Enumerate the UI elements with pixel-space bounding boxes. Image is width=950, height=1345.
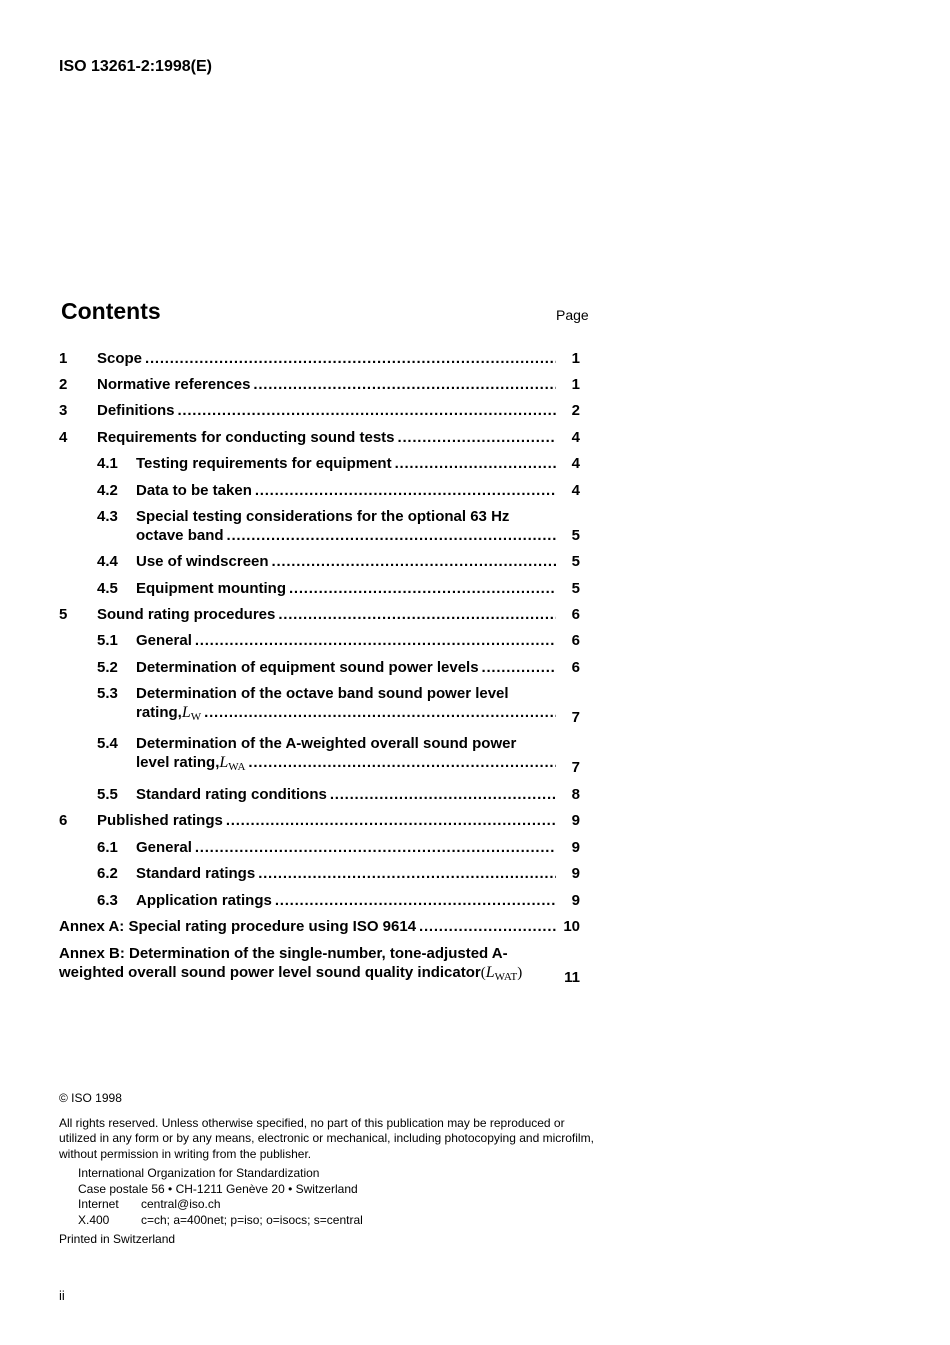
toc-entry-number: 5.3 xyxy=(97,685,118,702)
dot-leader xyxy=(204,703,556,722)
toc-entry-title: Determination of the octave band sound power level xyxy=(136,685,509,702)
toc-entry-page: 11 xyxy=(564,969,580,986)
toc-entry-title: weighted overall sound power level sound quality indicator xyxy=(59,964,481,981)
toc-entry-number: 5.2 xyxy=(97,659,118,676)
dot-leader xyxy=(258,864,556,883)
dot-leader xyxy=(178,401,557,420)
toc-entry-page: 10 xyxy=(563,918,580,935)
symbol-letter: L xyxy=(181,704,191,721)
toc-entry-title: Definitions xyxy=(97,402,175,419)
toc-entry-title: Special testing considerations for the optional 63 Hz xyxy=(136,508,510,525)
toc-entry-title: rating, xyxy=(136,704,182,721)
page-column-label: Page xyxy=(556,307,589,323)
symbol-subscript: WAT xyxy=(494,971,518,983)
dot-leader xyxy=(195,838,556,857)
toc-entry-page: 1 xyxy=(571,350,580,367)
table-of-contents xyxy=(59,349,580,987)
toc-entry[interactable] xyxy=(59,552,580,571)
toc-entry-number: 6 xyxy=(59,812,68,829)
toc-entry-title: Requirements for conducting sound tests xyxy=(97,429,395,446)
dot-leader xyxy=(226,811,556,830)
toc-entry-page: 4 xyxy=(571,455,580,472)
toc-entry-page: 7 xyxy=(571,759,580,776)
symbol-paren: ( xyxy=(480,965,486,981)
internet-label: Internet xyxy=(78,1197,119,1211)
toc-entry[interactable] xyxy=(59,481,580,500)
toc-entry[interactable] xyxy=(59,605,580,624)
toc-entry[interactable] xyxy=(59,838,580,857)
document-id: ISO 13261-2:1998(E) xyxy=(59,58,212,75)
toc-entry-page: 6 xyxy=(571,632,580,649)
toc-entry-title: Sound rating procedures xyxy=(97,606,276,623)
toc-entry-number: 4.5 xyxy=(97,580,118,597)
toc-entry[interactable] xyxy=(59,631,580,650)
toc-entry[interactable] xyxy=(59,734,580,777)
toc-entry[interactable] xyxy=(59,811,580,830)
toc-entry-number: 5.1 xyxy=(97,632,118,649)
symbol-letter: L xyxy=(219,754,229,771)
toc-entry-number: 3 xyxy=(59,402,68,419)
toc-entry-number: 5.5 xyxy=(97,786,118,803)
toc-entry[interactable] xyxy=(59,891,580,910)
toc-entry-page: 9 xyxy=(571,839,580,856)
toc-entry-page: 8 xyxy=(571,786,580,803)
symbol-letter: L xyxy=(485,964,495,981)
toc-entry-number: 4.4 xyxy=(97,553,118,570)
toc-entry-title: Determination of the A-weighted overall sound power xyxy=(136,735,517,752)
toc-entry[interactable] xyxy=(59,864,580,883)
toc-entry-title: Application ratings xyxy=(136,892,272,909)
toc-entry-page: 7 xyxy=(571,709,580,726)
page-title: Contents xyxy=(61,298,161,324)
toc-entry[interactable] xyxy=(59,944,580,987)
toc-entry-number: 5 xyxy=(59,606,68,623)
toc-entry-number: 4.1 xyxy=(97,455,118,472)
toc-entry-page: 5 xyxy=(571,580,580,597)
dot-leader xyxy=(248,753,556,772)
symbol-label xyxy=(486,963,518,987)
toc-entry-page: 5 xyxy=(571,527,580,544)
toc-entry-title: Equipment mounting xyxy=(136,580,286,597)
postal-address: Case postale 56 • CH-1211 Genève 20 • Switzerland xyxy=(78,1181,358,1196)
toc-entry-page: 5 xyxy=(571,553,580,570)
toc-entry-title: Standard rating conditions xyxy=(136,786,327,803)
toc-entry-number: 5.4 xyxy=(97,735,118,752)
toc-entry-title: Data to be taken xyxy=(136,482,252,499)
toc-entry-title: Use of windscreen xyxy=(136,553,269,570)
rights-statement: All rights reserved. Unless otherwise specified, no part of this publication may be reproduced or utilized in any form or by any means, electronic or mechanical, including photocopying and microfilm, without permission in writing from the publisher. xyxy=(59,1115,594,1161)
toc-entry-title: General xyxy=(136,839,192,856)
toc-entry-page: 9 xyxy=(571,812,580,829)
toc-entry-page: 4 xyxy=(571,429,580,446)
toc-entry-page: 9 xyxy=(571,865,580,882)
toc-entry-title: Annex A: Special rating procedure using ISO 9614 xyxy=(59,918,417,935)
toc-entry-page: 2 xyxy=(571,402,580,419)
dot-leader xyxy=(145,349,556,368)
toc-entry-title: octave band xyxy=(136,527,224,544)
symbol-label xyxy=(182,703,201,727)
internet-address xyxy=(59,1197,599,1213)
dot-leader xyxy=(395,454,556,473)
toc-entry[interactable] xyxy=(59,785,580,804)
toc-entry-title: level rating, xyxy=(136,754,220,771)
toc-entry-title: Testing requirements for equipment xyxy=(136,455,392,472)
dot-leader xyxy=(227,526,556,545)
toc-entry-page: 4 xyxy=(571,482,580,499)
symbol-subscript: WA xyxy=(228,761,246,773)
toc-entry-number: 4.3 xyxy=(97,508,118,525)
toc-entry[interactable] xyxy=(59,428,580,447)
x400-address xyxy=(59,1213,599,1229)
dot-leader xyxy=(330,785,556,804)
page-number: ii xyxy=(59,1288,65,1303)
dot-leader xyxy=(398,428,556,447)
dot-leader xyxy=(255,481,556,500)
toc-entry-page: 9 xyxy=(571,892,580,909)
toc-entry[interactable] xyxy=(59,507,580,545)
toc-entry[interactable] xyxy=(59,658,580,677)
toc-entry-title: Normative references xyxy=(97,376,251,393)
copyright-line: © ISO 1998 xyxy=(59,1091,122,1105)
toc-entry[interactable] xyxy=(59,401,580,420)
dot-leader xyxy=(419,917,556,936)
toc-entry-title: Annex B: Determination of the single-number, tone-adjusted A- xyxy=(59,945,508,962)
toc-entry[interactable] xyxy=(59,917,580,936)
x400-label: X.400 xyxy=(78,1212,110,1227)
toc-entry[interactable] xyxy=(59,579,580,598)
x400-value: c=ch; a=400net; p=iso; o=isocs; s=central xyxy=(141,1212,363,1227)
symbol-label xyxy=(219,753,245,777)
dot-leader xyxy=(272,552,556,571)
toc-entry[interactable] xyxy=(59,454,580,473)
toc-entry[interactable] xyxy=(59,375,580,394)
toc-entry-title: General xyxy=(136,632,192,649)
toc-entry[interactable] xyxy=(59,349,580,368)
dot-leader xyxy=(195,631,556,650)
toc-entry-number: 1 xyxy=(59,350,68,367)
dot-leader xyxy=(482,658,556,677)
org-name: International Organization for Standardization xyxy=(78,1166,320,1180)
dot-leader xyxy=(275,891,556,910)
internet-value: central@iso.ch xyxy=(141,1197,221,1211)
toc-entry-number: 6.1 xyxy=(97,839,118,856)
toc-entry-title: Scope xyxy=(97,350,143,367)
symbol-subscript: W xyxy=(190,711,202,723)
dot-leader xyxy=(253,375,556,394)
toc-entry[interactable] xyxy=(59,684,580,727)
toc-entry-title: Standard ratings xyxy=(136,865,256,882)
toc-entry-number: 6.3 xyxy=(97,892,118,909)
toc-entry-number: 4.2 xyxy=(97,482,118,499)
toc-entry-page: 6 xyxy=(571,606,580,623)
copyright-notice xyxy=(59,1091,599,1248)
dot-leader xyxy=(278,605,556,624)
toc-entry-page: 1 xyxy=(571,376,580,393)
symbol-paren: ) xyxy=(517,965,523,981)
toc-entry-page: 6 xyxy=(571,659,580,676)
dot-leader xyxy=(289,579,556,598)
toc-entry-title: Determination of equipment sound power levels xyxy=(136,659,479,676)
toc-entry-title: Published ratings xyxy=(97,812,223,829)
toc-entry-number: 4 xyxy=(59,429,68,446)
printed-in: Printed in Switzerland xyxy=(59,1232,176,1246)
toc-entry-number: 6.2 xyxy=(97,865,118,882)
toc-entry-number: 2 xyxy=(59,376,68,393)
